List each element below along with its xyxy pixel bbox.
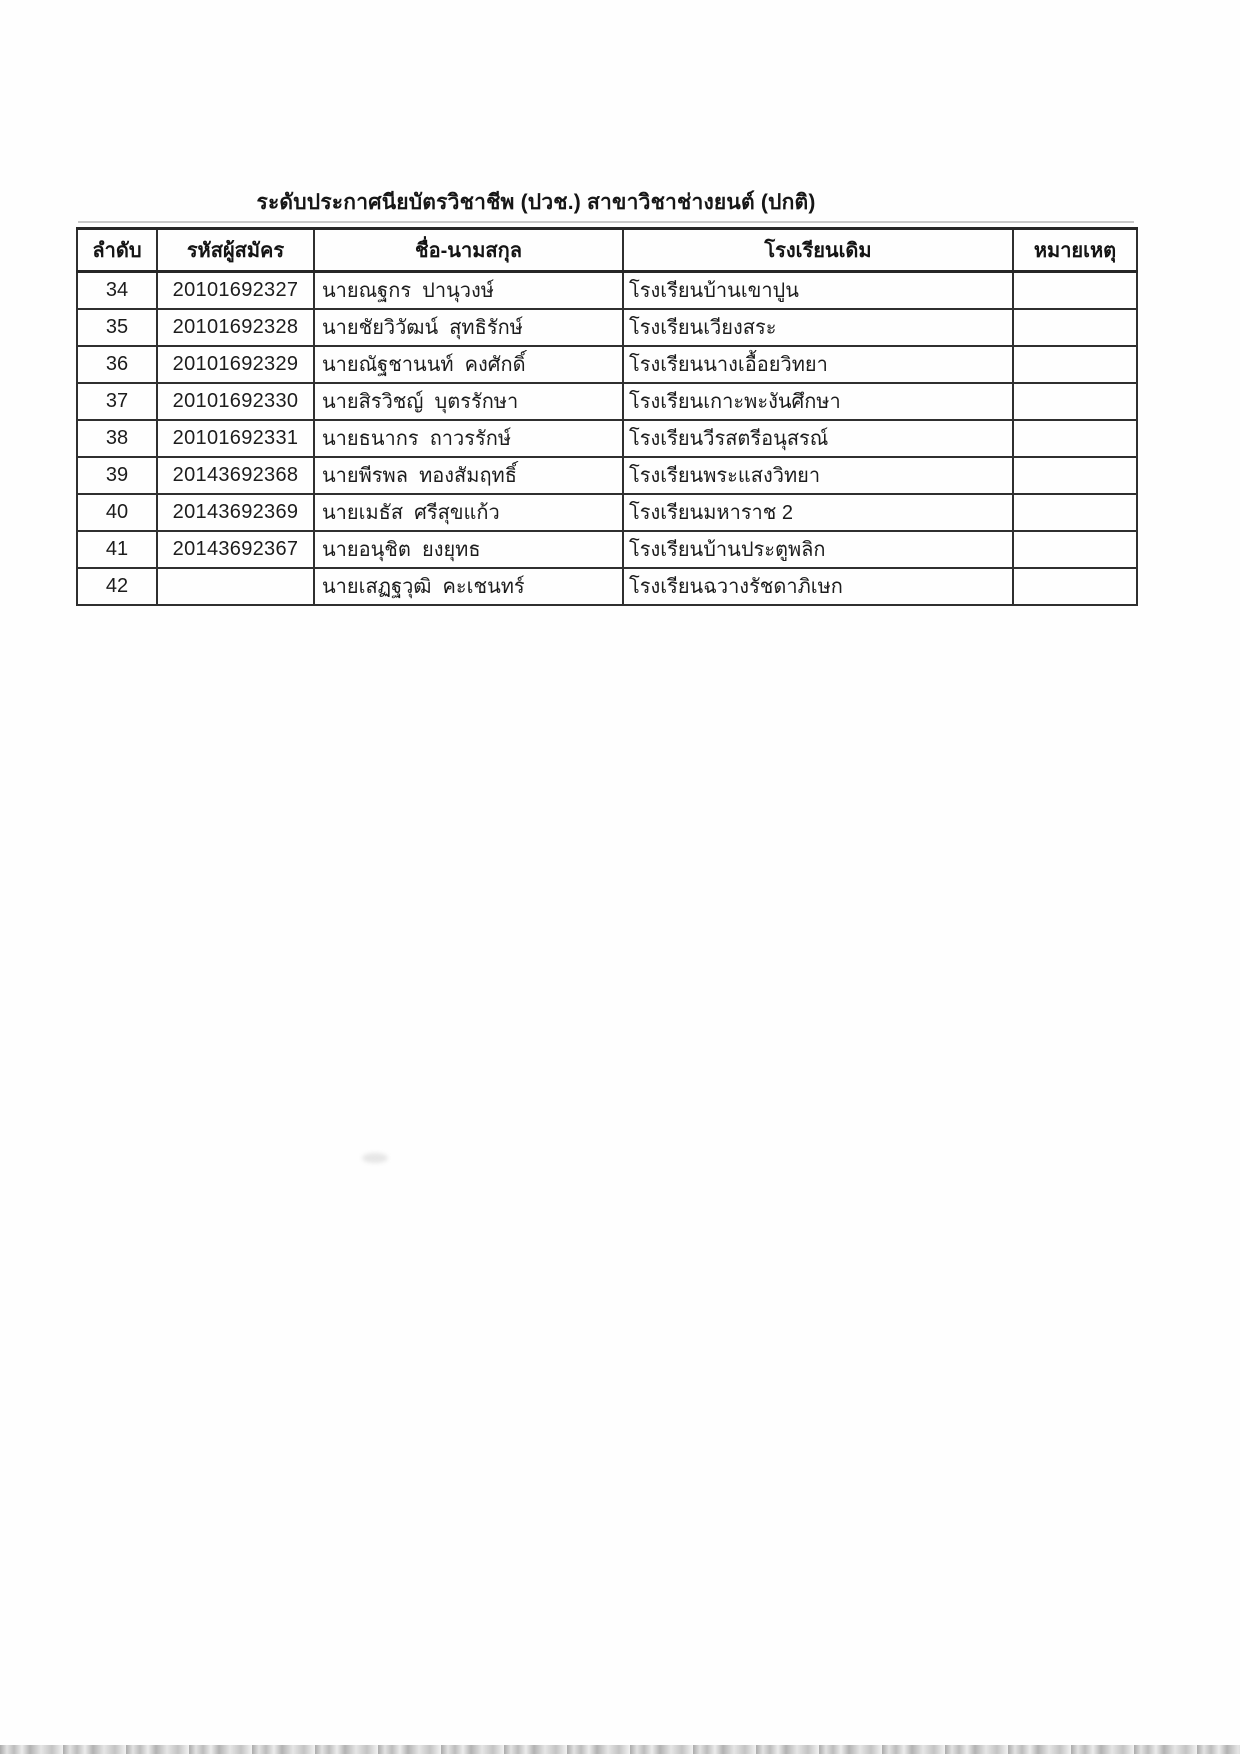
cell-name: นายธนากร ถาวรรักษ์: [314, 420, 623, 457]
cell-remark: [1013, 272, 1137, 309]
cell-row-number: 40: [77, 494, 157, 531]
table-body: [77, 272, 1137, 605]
scan-artifact-line: [78, 221, 1134, 223]
cell-name: นายเสฏฐวุฒิ คะเชนทร์: [314, 568, 623, 605]
cell-row-number: 41: [77, 531, 157, 568]
cell-applicant-id: 20143692367: [157, 531, 314, 568]
cell-name: นายชัยวิวัฒน์ สุทธิรักษ์: [314, 309, 623, 346]
table-header: [77, 229, 1137, 272]
table-row: [77, 272, 1137, 309]
table-row: [77, 420, 1137, 457]
cell-row-number: 34: [77, 272, 157, 309]
cell-school: โรงเรียนเกาะพะงันศึกษา: [623, 383, 1013, 420]
table-row: [77, 457, 1137, 494]
cell-school: โรงเรียนนางเอื้อยวิทยา: [623, 346, 1013, 383]
cell-remark: [1013, 383, 1137, 420]
table-row: [77, 346, 1137, 383]
cell-row-number: 36: [77, 346, 157, 383]
cell-applicant-id: 20143692368: [157, 457, 314, 494]
cell-applicant-id: 20101692330: [157, 383, 314, 420]
cell-name: นายสิรวิชญ์ บุตรรักษา: [314, 383, 623, 420]
cell-applicant-id: 20101692328: [157, 309, 314, 346]
cell-school: โรงเรียนเวียงสระ: [623, 309, 1013, 346]
cell-name: นายณัฐชานนท์ คงศักดิ์: [314, 346, 623, 383]
cell-applicant-id: 20101692329: [157, 346, 314, 383]
cell-row-number: 38: [77, 420, 157, 457]
cell-row-number: 35: [77, 309, 157, 346]
cell-remark: [1013, 346, 1137, 383]
cell-school: โรงเรียนบ้านเขาปูน: [623, 272, 1013, 309]
table-row: [77, 531, 1137, 568]
cell-name: นายอนุชิต ยงยุทธ: [314, 531, 623, 568]
column-header-remark: หมายเหตุ: [1013, 229, 1137, 272]
cell-name: นายพีรพล ทองสัมฤทธิ์: [314, 457, 623, 494]
scan-artifact-bottom-edge: [0, 1745, 1240, 1754]
cell-remark: [1013, 457, 1137, 494]
table-row: [77, 309, 1137, 346]
column-header-no: ลำดับ: [77, 229, 157, 272]
column-header-applicant-id: รหัสผู้สมัคร: [157, 229, 314, 272]
cell-applicant-id: 20143692369: [157, 494, 314, 531]
cell-name: นายเมธัส ศรีสุขแก้ว: [314, 494, 623, 531]
cell-remark: [1013, 309, 1137, 346]
cell-applicant-id: 20101692331: [157, 420, 314, 457]
cell-school: โรงเรียนฉวางรัชดาภิเษก: [623, 568, 1013, 605]
cell-remark: [1013, 420, 1137, 457]
cell-school: โรงเรียนพระแสงวิทยา: [623, 457, 1013, 494]
cell-row-number: 42: [77, 568, 157, 605]
table-row: [77, 568, 1137, 605]
cell-row-number: 39: [77, 457, 157, 494]
cell-row-number: 37: [77, 383, 157, 420]
table-header-row: [77, 229, 1137, 272]
table-row: [77, 494, 1137, 531]
applicant-table: [76, 227, 1138, 606]
cell-school: โรงเรียนมหาราช 2: [623, 494, 1013, 531]
cell-name: นายณฐกร ปานุวงษ์: [314, 272, 623, 309]
cell-remark: [1013, 568, 1137, 605]
column-header-name: ชื่อ-นามสกุล: [314, 229, 623, 272]
cell-school: โรงเรียนบ้านประตูพลิก: [623, 531, 1013, 568]
cell-applicant-id: 20101692327: [157, 272, 314, 309]
cell-remark: [1013, 494, 1137, 531]
cell-remark: [1013, 531, 1137, 568]
column-header-school: โรงเรียนเดิม: [623, 229, 1013, 272]
cell-applicant-id: [157, 568, 314, 605]
page-title: ระดับประกาศนียบัตรวิชาชีพ (ปวช.) สาขาวิชาช่างยนต์ (ปกติ): [256, 191, 816, 214]
scan-artifact-smudge: [362, 1153, 388, 1163]
table-row: [77, 383, 1137, 420]
cell-school: โรงเรียนวีรสตรีอนุสรณ์: [623, 420, 1013, 457]
